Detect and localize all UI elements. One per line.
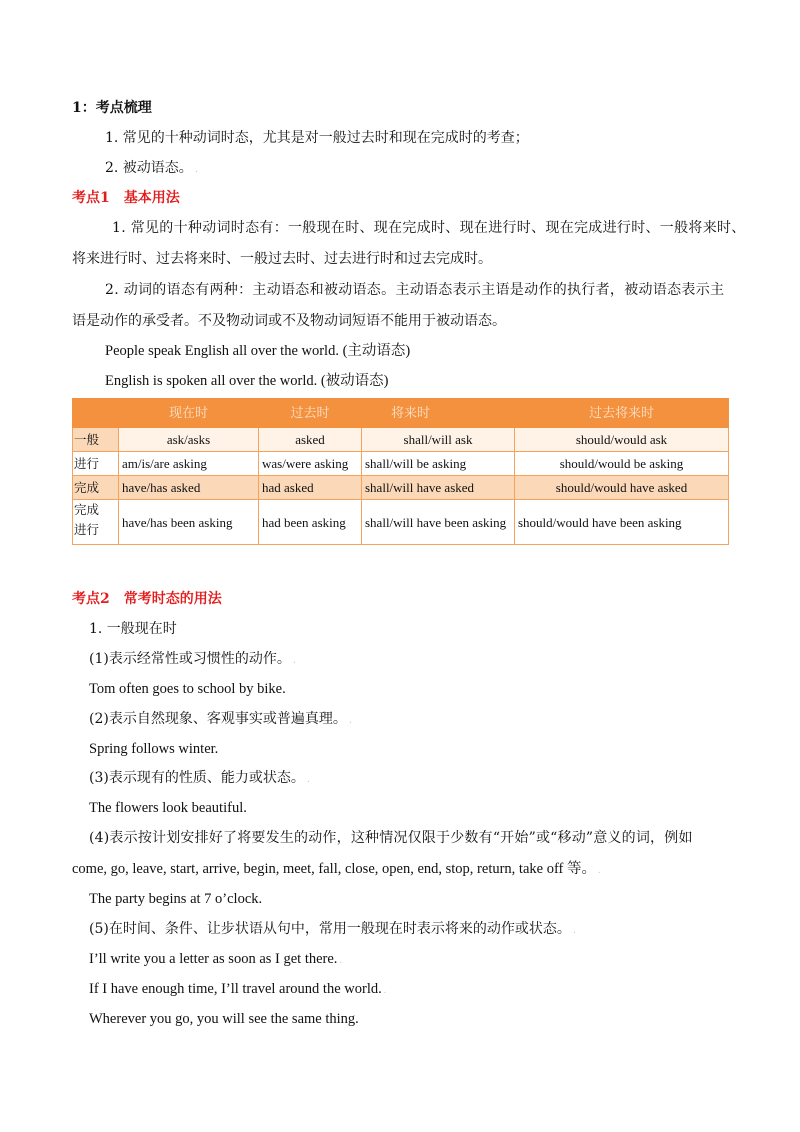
table-cell: have/has asked xyxy=(119,476,259,500)
table-cell: shall/will be asking xyxy=(362,452,515,476)
table-header-cell: 将来时 xyxy=(362,399,515,428)
table-cell: shall/will have asked xyxy=(362,476,515,500)
tense-table xyxy=(72,398,729,545)
table-cell: was/were asking xyxy=(259,452,362,476)
table-header-cell xyxy=(73,399,119,428)
example-sentence: If I have enough time, I’ll travel around the world. . xyxy=(89,981,387,997)
usage-line: (3)表示现有的性质、能力或状态。 . xyxy=(89,770,311,786)
example-sentence: Wherever you go, you will see the same thing. xyxy=(89,1011,359,1027)
table-header-cell: 过去将来时 xyxy=(515,399,729,428)
table-cell: should/would have been asking xyxy=(515,500,729,545)
table-row xyxy=(73,428,729,452)
usage-line: (1)表示经常性或习惯性的动作。 . xyxy=(89,651,297,667)
example-sentence: People speak English all over the world. (主动语态) xyxy=(105,343,411,359)
usage-line: (5)在时间、条件、让步状语从句中，常用一般现在时表示将来的动作或状态。 . xyxy=(89,921,577,937)
table-cell: shall/will have been asking xyxy=(362,500,515,545)
table-header-row xyxy=(73,399,729,428)
paragraph-line: 语是动作的承受者。不及物动词或不及物动词短语不能用于被动语态。 xyxy=(72,313,506,329)
paragraph-line: 将来进行时、过去将来时、一般过去时、过去进行时和过去完成时。 xyxy=(72,251,492,267)
row-label: 进行 xyxy=(73,452,119,476)
section-heading: 1：考点梳理 xyxy=(72,100,152,116)
table-header-cell: 现在时 xyxy=(119,399,259,428)
usage-line: (4)表示按计划安排好了将要发生的动作，这种情况仅限于少数有“开始”或“移动”意义的词，例如 xyxy=(89,830,693,846)
table-cell: asked xyxy=(259,428,362,452)
paragraph-line: 1. 常见的十种动词时态有：一般现在时、现在完成时、现在进行时、现在完成进行时、一般将来时、 xyxy=(112,220,746,236)
table-cell: am/is/are asking xyxy=(119,452,259,476)
table-row xyxy=(73,476,729,500)
example-sentence: The party begins at 7 o’clock. xyxy=(89,891,263,907)
list-item: 1. 常见的十种动词时态，尤其是对一般过去时和现在完成时的考查； xyxy=(105,130,529,146)
example-sentence: Tom often goes to school by bike. xyxy=(89,681,286,697)
table-cell: should/would have asked xyxy=(515,476,729,500)
table-cell: should/would be asking xyxy=(515,452,729,476)
usage-line: come, go, leave, start, arrive, begin, meet, fall, close, open, end, stop, return, take off 等。 . xyxy=(72,861,601,877)
row-label: 完成 进行 xyxy=(73,500,119,545)
row-label: 完成 xyxy=(73,476,119,500)
table-cell: had been asking xyxy=(259,500,362,545)
point2-heading: 考点2 常考时态的用法 xyxy=(72,591,222,607)
list-item: 2. 被动语态。 . xyxy=(105,160,198,176)
table-header-cell: 过去时 xyxy=(259,399,362,428)
table-cell: shall/will ask xyxy=(362,428,515,452)
example-sentence: English is spoken all over the world. (被动语态) xyxy=(105,373,389,389)
table-cell: have/has been asking xyxy=(119,500,259,545)
table-cell: ask/asks xyxy=(119,428,259,452)
table-row xyxy=(73,452,729,476)
table-cell: should/would ask xyxy=(515,428,729,452)
example-sentence: I’ll write you a letter as soon as I get there. . xyxy=(89,951,342,967)
point1-heading: 考点1 基本用法 xyxy=(72,190,180,206)
subheading: 1. 一般现在时 xyxy=(89,621,177,637)
table-row xyxy=(73,500,729,545)
example-sentence: Spring follows winter. xyxy=(89,741,219,757)
example-sentence: The flowers look beautiful. xyxy=(89,800,247,816)
usage-line: (2)表示自然现象、客观事实或普遍真理。 . xyxy=(89,711,353,727)
table-cell: had asked xyxy=(259,476,362,500)
row-label: 一般 xyxy=(73,428,119,452)
paragraph-line: 2. 动词的语态有两种：主动语态和被动语态。主动语态表示主语是动作的执行者，被动语态表示主 xyxy=(105,282,725,298)
